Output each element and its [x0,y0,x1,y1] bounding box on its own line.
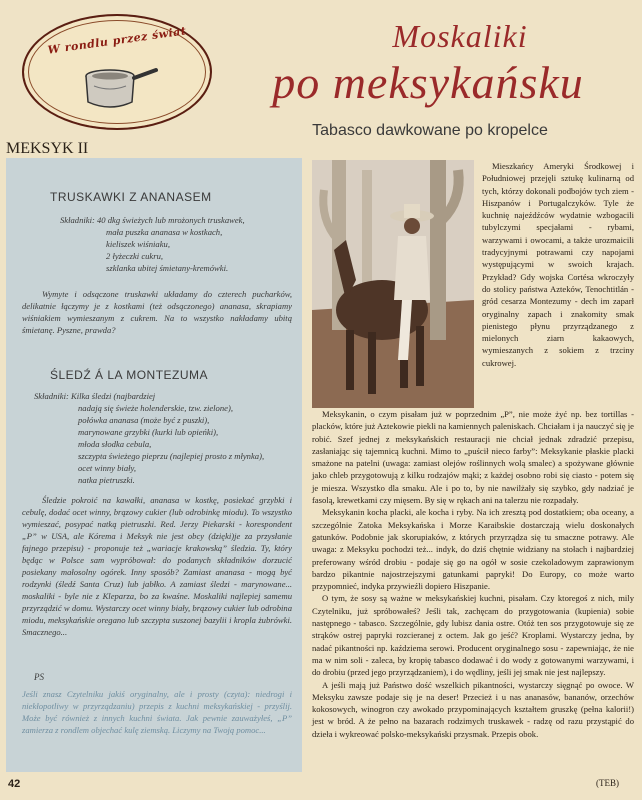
ingredient-line: Składniki: 40 dkg świeżych lub mrożonych truskawek, [60,215,245,225]
ingredient-line: młoda słodka cebula, [78,439,152,449]
ingredient-line: nadają się świeże holenderskie, tzw. zielone), [78,403,233,413]
ingredient-line: kieliszek wiśniaku, [106,239,170,249]
recipe-box [6,158,302,772]
recipe-1-ingredients [60,214,292,274]
recipe-1-method: Wymyte i odsączone truskawki układamy do czterech pucharków, delikatnie łączymy je z kostkami (też odsączonego) ananasa, skrapiamy wiśniakiem wymieszanym z cukrem. Na to wszystko nakładamy ubitą śmietanę. Pyszne, prawda? [22,289,292,335]
subtitle: Tabasco dawkowane po kropelce [312,122,548,139]
ingredient-line: natka pietruszki. [78,475,135,485]
column-logo [22,14,212,130]
recipe-2-heading: ŚLEDŹ Á LA MONTEZUMA [50,368,209,382]
body-paragraph: A jeśli mają już Państwo dość wszelkich pikantności, wystarczy sięgnąć po owoce. W Meksyku zawsze podaje się je na deser! Przecież i u nas ananasów, bananów, orzechów kokosowych, winogron czy awokado przypominających kształtem gruszkę (pełna kalorii!) jest w bród. A że pełno na bazarach rodzimych truskawek - radzę od razu przystąpić do dzieła i wykreować polsko-meksykański przysmak. Przepis obok. [312,679,634,739]
ps-text: Jeśli znasz Czytelniku jakiś oryginalny, ale i prosty (czyta): niedrogi i niekłopotliwy w przyrządzaniu) przepis z kuchni meksykańskiej - przyślij. Może być również z innych kuchni świata. Jak pewnie zauważyłeś, „P” zamierza z rondlem objechać kulę ziemską. Liczymy na Twoją pomoc... [22,689,292,735]
ingredient-line: szczypta świeżego pieprzu (najlepiej prosto z młynka), [78,451,265,461]
recipe-1-heading: TRUSKAWKI Z ANANASEM [50,190,212,204]
recipe-2-ingredients [34,390,294,486]
body-paragraph: O tym, że sosy są ważne w meksykańskiej kuchni, pisałam. Czy ktoregoś z nich, mily Czytelniku, już spróbowałeś? Jeśli tak, zachęcam do przygotowania (kupienia) sobie następnego - tabasco. Szczególnie, gdy lubisz dania ostre. Otóż ten sos przygotowuje się ze strąków ostrej papryki rozcieranej z octem. Jak go jeść? Kroplami. Wystarczy jedna, by nadać pikantności np. kaździema serowi. Producent oryginalnego sosu - zapewniając, że nie ma w nim soli - zaleca, by kropię tabasco dodawać i do wody z gotowanymi warzywami, i do drobiu (przed jego przyrządzaniem), i do wędliny, jeśli jej smak nie jest najlepszy. [312,593,634,678]
title-line-2: po meksykańsku [272,57,584,108]
title-line-1: Moskaliki [392,18,528,54]
intro-paragraph: Mieszkańcy Ameryki Środkowej i Południowej przejęli sztukę kulinarną od tych, którzy dokonali podbojów tych ziem - Hiszpanów i Portugalczyków. Tyle że kuchnię najeźdźców wydatnie wzbogacili tubylczymi specjałami - rybami, warzywami i owocami, a także urozmaicili tradycyjnymi potrawami czy napojami występującymi w swoich krajach. Przykład? Gdy wojska Cortésa wkroczyły do stolicy państwa Azteków, Tenochtitlán - gród cesarza Montezumy - dech im zaparł oryginalny zapach i znakomity smak pienistego płynu przyrządzanego z mielonych ziarn kakaowych, wymieszanych z sokiem z trzciny cukrowej. [482,161,634,368]
logo-text: W rondlu przez świat [46,24,188,57]
ingredient-line: ocet winny biały, [78,463,136,473]
body-paragraph: Meksykanin kocha placki, ale kocha i ryby. Na ich zresztą pod dostatkiem; oba oceany, a szczególnie Zatoka Meksykańska i Morze Karaibskie dostarczają wielu doskonałych gatunków. Podobnie jak skorupiaków, z których przyrządza się tu smaczne potrawy. Ale uwaga: z Meksyku pochodzi też... indyk, do dziś chętnie widziany na stołach i najbardziej preferowany wśród drobiu - podaje się go na ogół w sosie czekoladowym zaprawionym bardzo pikantnie najostrzejszymi gatunkami papryki! Do Europy, co może warto przypomnieć, indyka przywieźli dopiero Hiszpanie. [312,507,634,592]
section-label: MEKSYK II [6,140,89,157]
ingredient-line: połówka ananasa (może być z puszki), [78,415,210,425]
ingredient-line: mała puszka ananasa w kostkach, [106,227,223,237]
cowboy-photo [312,160,474,408]
ingredient-line: Składniki: Kilka śledzi (najbardziej [34,391,156,401]
recipe-2-method: Śledzie pokroić na kawałki, ananasa w kostkę, posiekać grzybki i cebulę, dodać ocet winny, brązowy cukier (lub odrobinkę miodu). To wszystko wymieszać, posypać natką pietruszki. Red. Jerzy Piekarski - korespondent „P” w USA, ale Kórema i Meksyk nie jest obcy (dzięki)je za przysłanie fajnego przepisu) - proponuje też „wariacje krakowską” śledzia. Ty, który będąc w Polsce sam wypróbował: do podanych składników dorzucić posiekany małosolny ogórek. Inny sposób? Zamiast ananasa - mogą być rodzynki (śledź Santa Cruz) lub jabłko. A zamiast śledzi - marynowane... moskaliki - byle nie z Kleparza, bo za kwaśne. Moskaliki najlepiej samemu przyrządzić w domu. Wystarczy ocet winny biały, brązowy cukier lub odrobina miodu, meksykańskie oregano lub szczypta suszonej bazylii i kropla żubrówki. Smacznego... [22,495,292,637]
page-header [0,0,642,170]
ingredient-line: marynowane grzybki (kurki lub opieńki), [78,427,219,437]
article-body [312,408,634,774]
body-paragraph: Meksykanin, o czym pisałam już w poprzednim „P”, nie może żyć np. bez tortillas - placków, które już Aztekowie piekli na kamiennych paleniskach. Chciałam i ja nauczyć się je robić. Szef jednej z meksykańskich restauracji nie chciał jednak zdradzić przepisu, zasłaniając się tajemnicą kuchni. Mimo to „puścił nieco farby”: Meksykanie płaskie placki smażone na patelni (uwaga: zamiast olejów roślinnych wolą smalec) a spożywane głównie jako chleb przygotowują z kilku rodzajów mąki; z każdej osobno robi się ciasto - potem się je miesza. Wszystko dla smaku. Ale i po to, by nie nawilżały się szybko, gdy nadziać je fasolą, krewetkami czy mięsem. By się w rękach ani na talerzu nie rozpadały. [312,409,634,506]
author-signature: (TEB) [596,778,619,788]
intro-column [482,160,634,408]
ingredient-line: 2 łyżeczki cukru, [106,251,164,261]
page-number: 42 [8,778,21,790]
saucepan-icon [80,56,158,116]
ps-label: PS [34,672,44,682]
ingredient-line: szklanka ubitej śmietany-kremówki. [106,263,229,273]
